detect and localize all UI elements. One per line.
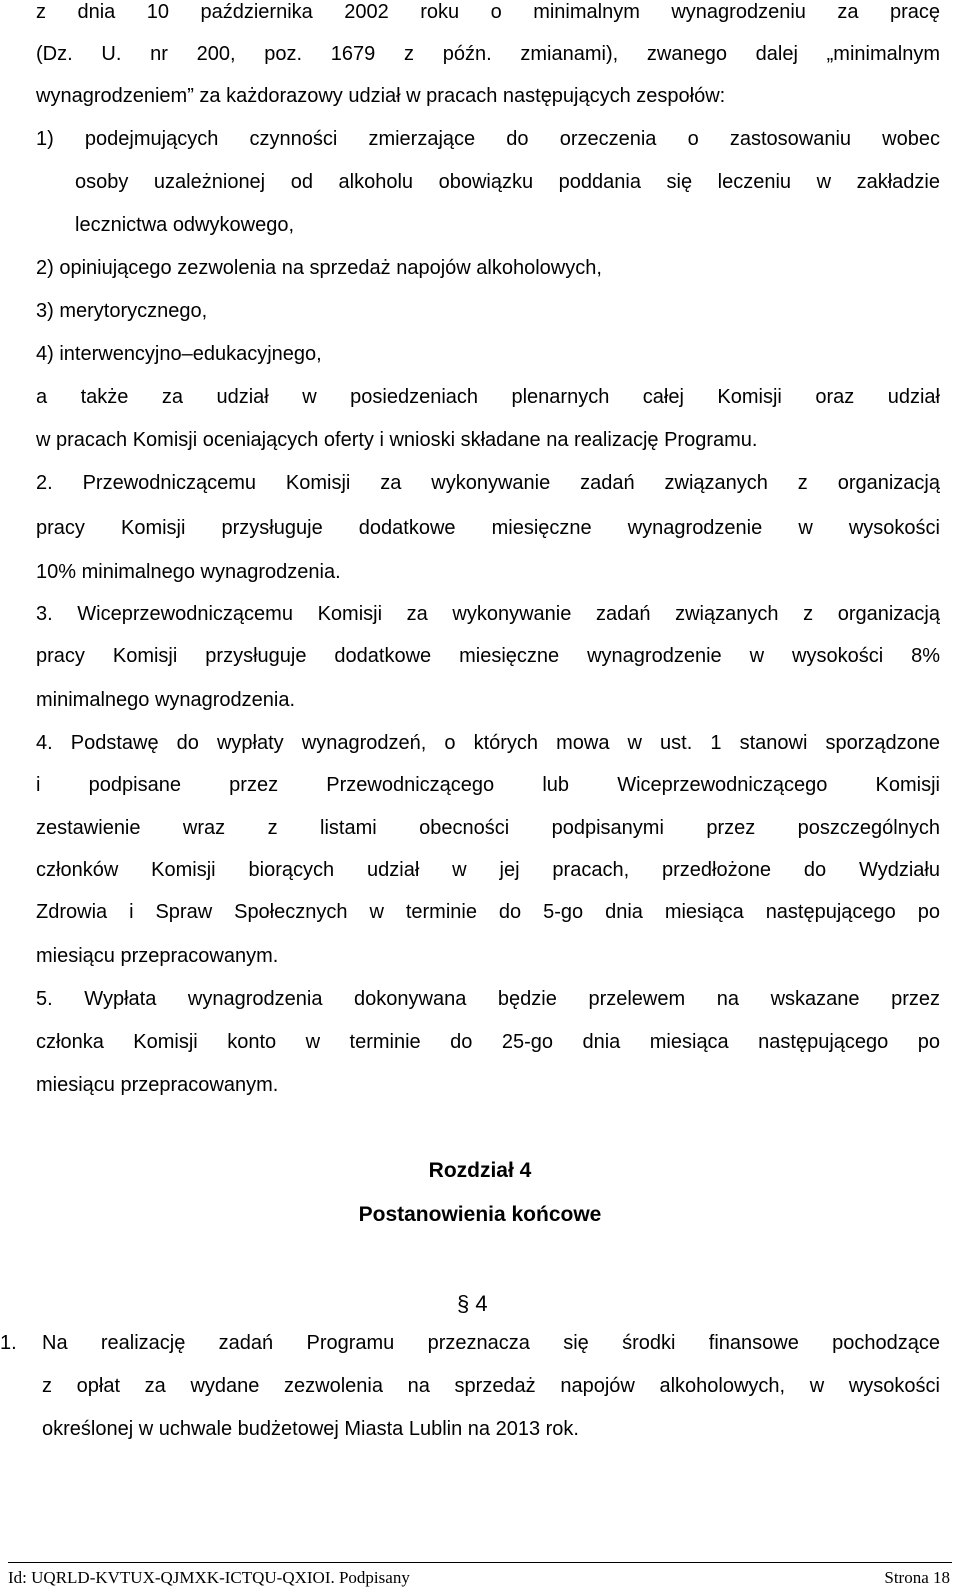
- final-line: Na realizację zadań Programu przeznacza się środki finansowe pochodzące: [42, 1332, 940, 1354]
- point-2-line: pracy Komisji przysługuje dodatkowe miesięczne wynagrodzenie w wysokości: [36, 517, 940, 539]
- point-5-line: miesiącu przepracowanym.: [36, 1074, 279, 1096]
- plenary-line: a także za udział w posiedzeniach plenarnych całej Komisji oraz udział: [36, 386, 940, 408]
- intro-line: z dnia 10 października 2002 roku o minimalnym wynagrodzeniu za pracę: [36, 1, 940, 23]
- list-item-1-line: 1) podejmujących czynności zmierzające do orzeczenia o zastosowaniu wobec: [36, 128, 940, 150]
- intro-line: wynagrodzeniem” za każdorazowy udział w pracach następujących zespołów:: [36, 85, 726, 107]
- chapter-subtitle: Postanowienia końcowe: [358, 1203, 602, 1226]
- point-3-line: 3. Wiceprzewodniczącemu Komisji za wykonywanie zadań związanych z organizacją: [36, 603, 940, 625]
- footer-document-id: Id: UQRLD-KVTUX-QJMXK-ICTQU-QXIOI. Podpisany: [8, 1568, 410, 1587]
- footer-divider: [8, 1562, 952, 1563]
- point-2-line: 2. Przewodniczącemu Komisji za wykonywanie zadań związanych z organizacją: [36, 472, 940, 494]
- section-sign: § 4: [457, 1291, 488, 1316]
- list-item-4: 4) interwencyjno–edukacyjnego,: [36, 343, 322, 365]
- final-number: 1.: [0, 1332, 17, 1354]
- list-item-1-line: osoby uzależnionej od alkoholu obowiązku poddania się leczeniu w zakładzie: [75, 171, 940, 193]
- point-3-line: pracy Komisji przysługuje dodatkowe miesięczne wynagrodzenie w wysokości 8%: [36, 645, 940, 667]
- point-4-line: zestawienie wraz z listami obecności podpisanymi przez poszczególnych: [36, 817, 940, 839]
- point-4-line: miesiącu przepracowanym.: [36, 945, 279, 967]
- list-item-1-line: lecznictwa odwykowego,: [75, 214, 294, 236]
- intro-line: (Dz. U. nr 200, poz. 1679 z późn. zmianami), zwanego dalej „minimalnym: [36, 43, 940, 65]
- point-4-line: i podpisane przez Przewodniczącego lub Wiceprzewodniczącego Komisji: [36, 774, 940, 796]
- list-item-2: 2) opiniującego zezwolenia na sprzedaż napojów alkoholowych,: [36, 257, 602, 279]
- point-4-line: członków Komisji biorących udział w jej pracach, przedłożone do Wydziału: [36, 859, 940, 881]
- final-line: określonej w uchwale budżetowej Miasta Lublin na 2013 rok.: [42, 1418, 579, 1440]
- final-line: z opłat za wydane zezwolenia na sprzedaż napojów alkoholowych, w wysokości: [42, 1375, 940, 1397]
- chapter-title: Rozdział 4: [428, 1159, 532, 1182]
- point-5-line: członka Komisji konto w terminie do 25-go dnia miesiąca następującego po: [36, 1031, 940, 1053]
- point-4-line: 4. Podstawę do wypłaty wynagrodzeń, o których mowa w ust. 1 stanowi sporządzone: [36, 732, 940, 754]
- list-item-3: 3) merytorycznego,: [36, 300, 208, 322]
- plenary-line: w pracach Komisji oceniających oferty i wnioski składane na realizację Programu.: [36, 429, 758, 451]
- point-4-line: Zdrowia i Spraw Społecznych w terminie do 5-go dnia miesiąca następującego po: [36, 901, 940, 923]
- footer-page-number: Strona 18: [884, 1568, 950, 1587]
- point-5-line: 5. Wypłata wynagrodzenia dokonywana będzie przelewem na wskazane przez: [36, 988, 940, 1010]
- point-3-line: minimalnego wynagrodzenia.: [36, 689, 296, 711]
- point-2-line: 10% minimalnego wynagrodzenia.: [36, 561, 341, 583]
